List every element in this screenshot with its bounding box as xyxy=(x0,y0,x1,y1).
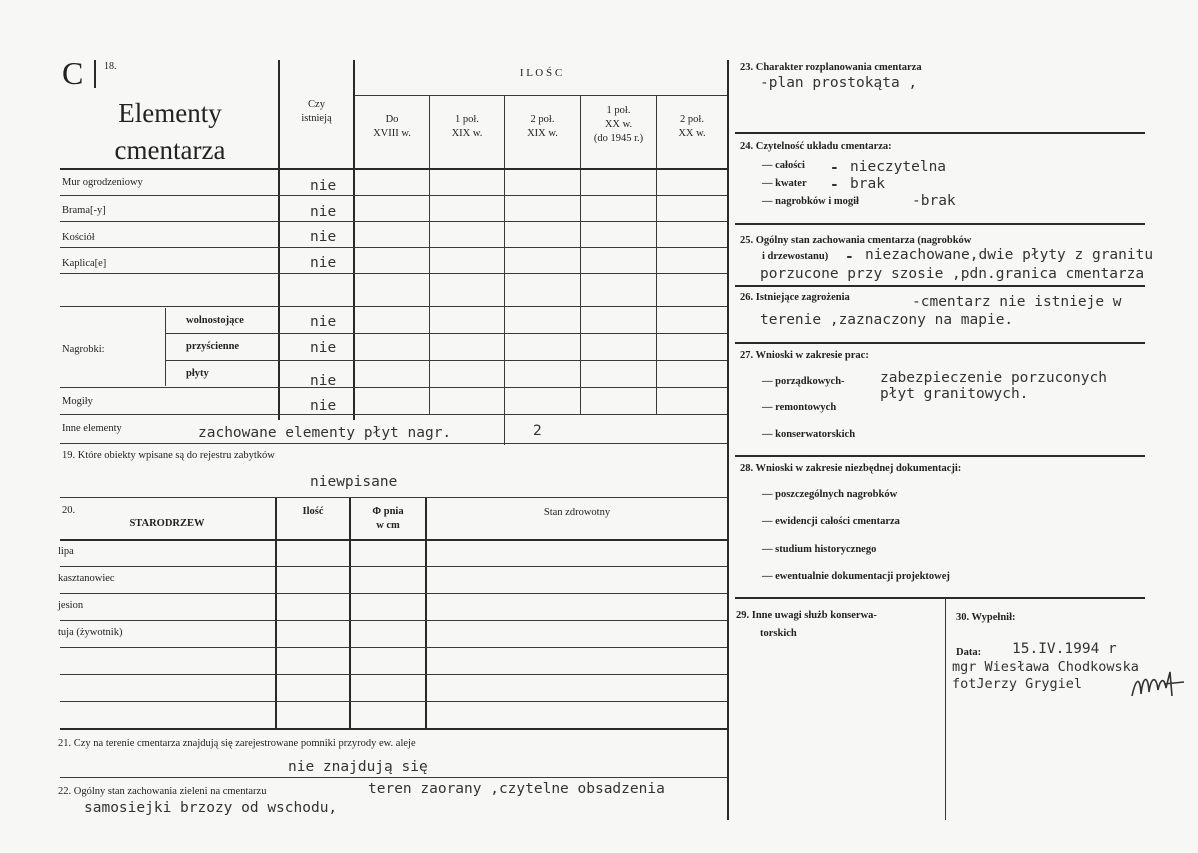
signature xyxy=(1126,666,1186,704)
q25-dash: - xyxy=(845,249,854,265)
q27-item: — remontowych xyxy=(762,402,837,413)
period-header-line: XX w. xyxy=(604,119,633,130)
center-divider xyxy=(727,60,729,820)
form-code: C xyxy=(62,55,84,91)
q21-value: nie znajdują się xyxy=(288,759,428,775)
q20-diameter-unit: w cm xyxy=(376,520,400,531)
q27-value-line2: płyt granitowych. xyxy=(880,386,1029,402)
row-line xyxy=(60,620,727,621)
row-line xyxy=(60,195,727,196)
tree-row: lipa xyxy=(58,546,74,557)
row-line xyxy=(60,273,727,274)
row-line xyxy=(735,455,1145,457)
q19-value: niewpisane xyxy=(310,474,398,490)
q25-value-line1: niezachowane,dwie płyty z granitu xyxy=(865,247,1154,263)
q24-label: 24. Czytelność układu cmentarza: xyxy=(740,141,892,152)
q28-item: — ewentualnie dokumentacji projektowej xyxy=(762,571,950,582)
q27-item: — konserwatorskich xyxy=(762,429,856,440)
q25-label-2: i drzewostanu) xyxy=(762,251,829,262)
q20-diameter-header: Φ pnia xyxy=(372,506,404,517)
row-line xyxy=(60,414,727,415)
period-header-line: XIX w. xyxy=(527,128,558,139)
col-line xyxy=(275,498,277,728)
photographer-name: fotJerzy Grygiel xyxy=(952,676,1083,692)
period-header-line: XX w. xyxy=(678,128,706,139)
q27-label: 27. Wnioski w zakresie prac: xyxy=(740,350,869,361)
q26-value-line1: -cmentarz nie istnieje w xyxy=(912,294,1122,310)
q29-label-2: torskich xyxy=(760,628,797,639)
q20-quantity-header: Ilość xyxy=(302,506,324,517)
period-header-line: XIX w. xyxy=(451,128,483,139)
q24-row-dash: - xyxy=(830,177,839,193)
nagrobki-row-label: przyścienne xyxy=(186,341,240,352)
row-line xyxy=(60,168,727,170)
q20-title: STARODRZEW xyxy=(129,518,205,529)
q28-label: 28. Wnioski w zakresie niezbędnej dokumentacji: xyxy=(740,463,962,474)
col-line xyxy=(504,95,505,445)
col-line xyxy=(656,95,657,415)
row-line xyxy=(355,95,727,96)
nagrobki-row-value: nie xyxy=(310,340,337,356)
q22-value-line2: samosiejki brzozy od wschodu, xyxy=(84,800,338,816)
tree-row: tuja (żywotnik) xyxy=(58,627,123,638)
row-line xyxy=(165,333,727,334)
q24-row-value: -brak xyxy=(912,193,956,209)
q20-number: 20. xyxy=(62,505,76,516)
row-line xyxy=(60,306,727,307)
q28-item: — poszczególnych nagrobków xyxy=(762,489,898,500)
page-subtitle: cmentarza xyxy=(114,135,226,165)
col-line xyxy=(349,498,351,728)
q22-label: 22. Ogólny stan zachowania zieleni na cmentarzu xyxy=(58,786,267,797)
date-value: 15.IV.1994 r xyxy=(1012,641,1117,657)
row-line xyxy=(60,701,727,702)
q24-row-value: nieczytelna xyxy=(850,159,947,175)
row-line xyxy=(60,647,727,648)
author-name: mgr Wiesława Chodkowska xyxy=(952,659,1139,675)
nagrobki-row-value: nie xyxy=(310,314,337,330)
exists-header: Czy xyxy=(308,99,325,110)
row-line xyxy=(60,497,727,498)
q19-label: 19. Które obiekty wpisane są do rejestru zabytków xyxy=(62,450,275,461)
q29-label: 29. Inne uwagi służb konserwa- xyxy=(736,610,877,621)
tree-row: kasztanowiec xyxy=(58,573,115,584)
q28-item: — ewidencji całości cmentarza xyxy=(762,516,900,527)
row-line xyxy=(60,221,727,222)
q20-health-header: Stan zdrowotny xyxy=(543,507,611,518)
q27-value-line1: zabezpieczenie porzuconych xyxy=(880,370,1107,386)
row-line xyxy=(735,342,1145,344)
code-mark xyxy=(94,60,96,88)
q24-row-label: — kwater xyxy=(762,178,807,189)
element-value: nie xyxy=(310,204,337,220)
mogily-value: nie xyxy=(310,398,337,414)
period-header-line: 2 poł. xyxy=(680,114,704,125)
row-line xyxy=(60,566,727,567)
q23-value: -plan prostokąta , xyxy=(760,75,918,91)
period-header-line: Do xyxy=(385,114,399,125)
nagrobki-row-label: wolnostojące xyxy=(186,315,244,326)
row-line xyxy=(60,443,727,444)
row-line xyxy=(60,539,727,541)
period-header-line: (do 1945 r.) xyxy=(593,133,644,144)
q26-value-line2: terenie ,zaznaczony na mapie. xyxy=(760,312,1014,328)
col-line xyxy=(165,308,166,386)
q24-row-dash: - xyxy=(830,160,839,176)
row-line xyxy=(165,360,727,361)
row-line xyxy=(735,132,1145,134)
row-line xyxy=(60,728,727,730)
q24-row-value: brak xyxy=(850,176,885,192)
row-line xyxy=(60,387,727,388)
nagrobki-row-label: płyty xyxy=(186,368,209,379)
mogily-label: Mogiły xyxy=(62,396,93,407)
tree-row: jesion xyxy=(58,600,84,611)
row-line xyxy=(60,593,727,594)
row-line xyxy=(735,285,1145,287)
element-label: Kaplica[e] xyxy=(62,258,107,269)
q25-label: 25. Ogólny stan zachowania cmentarza (nagrobków xyxy=(740,235,972,246)
exists-header-2: istnieją xyxy=(301,113,332,124)
nagrobki-row-value: nie xyxy=(310,373,337,389)
element-value: nie xyxy=(310,255,337,271)
row-line xyxy=(60,777,727,778)
q25-value-line2: porzucone przy szosie ,pdn.granica cmentarza xyxy=(760,266,1145,282)
q24-row-label: — całości xyxy=(762,160,805,171)
nagrobki-label: Nagrobki: xyxy=(62,344,105,355)
q28-item: — studium historycznego xyxy=(762,544,877,555)
period-header-line: XVIII w. xyxy=(373,128,411,139)
element-value: nie xyxy=(310,229,337,245)
other-elements-label: Inne elementy xyxy=(62,423,122,434)
col-line xyxy=(945,598,946,820)
q27-item: — porządkowych- xyxy=(762,376,845,387)
element-label: Mur ogrodzeniowy xyxy=(62,177,143,188)
element-label: Kościół xyxy=(62,232,95,243)
element-value: nie xyxy=(310,178,337,194)
period-header-line: 2 poł. xyxy=(530,114,555,125)
col-line xyxy=(429,95,430,415)
row-line xyxy=(60,247,727,248)
form-number: 18. xyxy=(104,61,117,72)
q30-label: 30. Wypełnił: xyxy=(956,612,1016,623)
period-header-line: 1 poł. xyxy=(455,114,479,125)
q24-row-label: — nagrobków i mogił xyxy=(762,196,859,207)
other-elements-count: 2 xyxy=(533,423,542,439)
quantity-header: I L O Ś C xyxy=(519,67,563,79)
period-header-line: 1 poł. xyxy=(606,105,631,116)
q22-value-line1: teren zaorany ,czytelne obsadzenia xyxy=(368,781,665,797)
row-line xyxy=(735,223,1145,225)
date-label: Data: xyxy=(956,647,982,658)
other-elements-value: zachowane elementy płyt nagr. xyxy=(198,425,452,441)
page-title: Elementy xyxy=(118,98,222,128)
col-line xyxy=(425,498,427,728)
q21-label: 21. Czy na terenie cmentarza znajdują się zarejestrowane pomniki przyrody ew. aleje xyxy=(58,738,416,749)
q26-label: 26. Istniejące zagrożenia xyxy=(740,292,850,303)
row-line xyxy=(735,597,1145,599)
q23-label: 23. Charakter rozplanowania cmentarza xyxy=(740,62,922,73)
row-line xyxy=(60,674,727,675)
element-label: Brama[-y] xyxy=(62,205,106,216)
